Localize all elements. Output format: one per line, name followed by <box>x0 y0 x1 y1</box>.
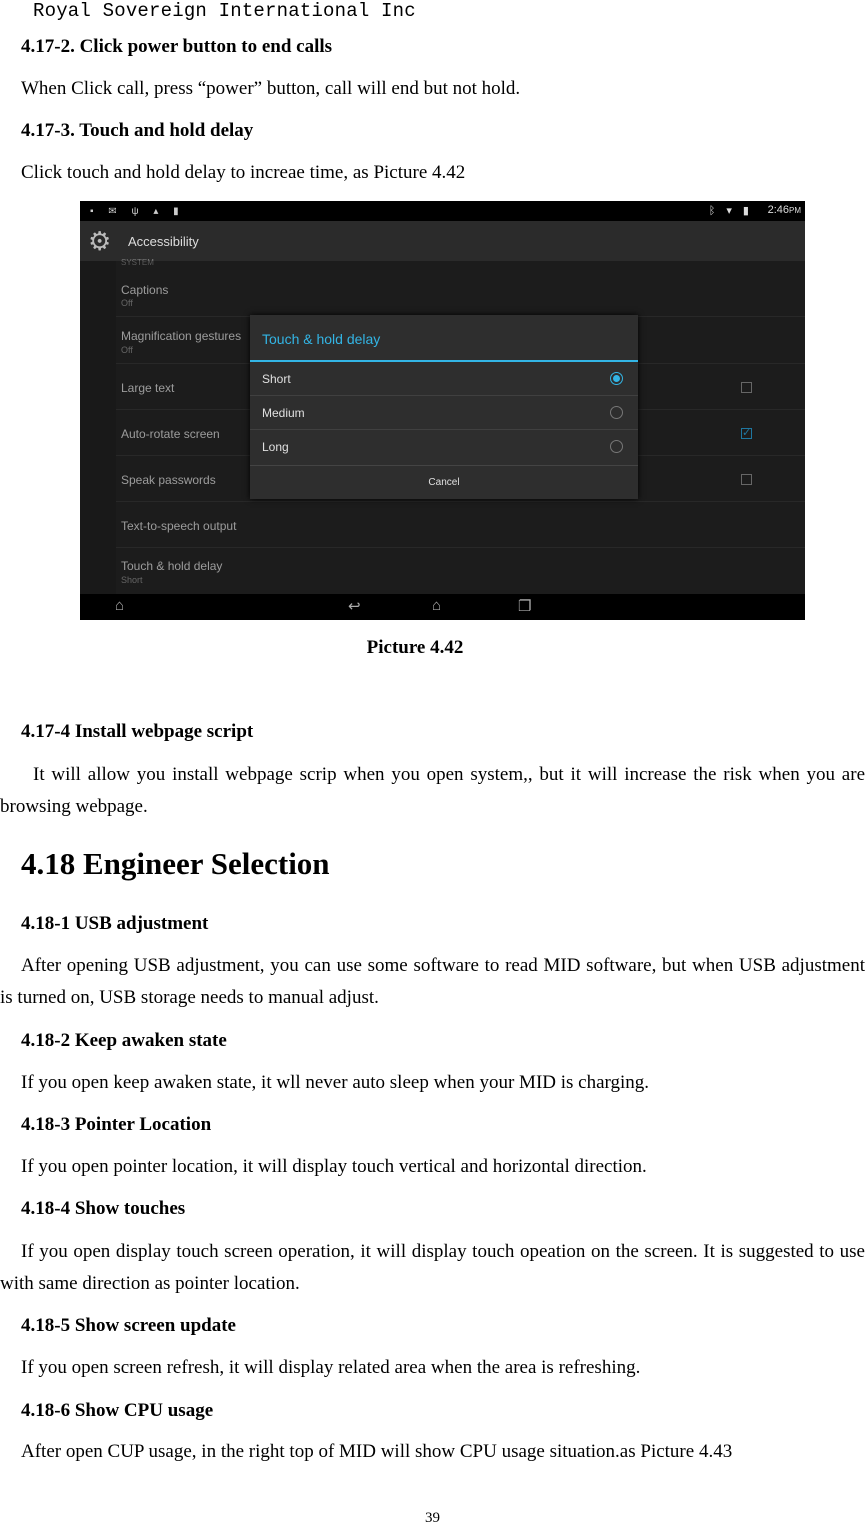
section-body-cpu: After open CUP usage, in the right top of MID will show CPU usage situation.as Picture 4.43 <box>21 1441 733 1462</box>
back-icon[interactable]: ↩ <box>348 598 361 615</box>
navigation-bar <box>80 594 805 620</box>
section-title-cpu: 4.18-6 Show CPU usage <box>21 1400 214 1421</box>
settings-gear-icon[interactable]: ⚙ <box>88 226 112 256</box>
section-title-screen-update: 4.18-5 Show screen update <box>21 1315 236 1336</box>
touch-hold-delay-dialog <box>250 315 638 499</box>
setting-captions[interactable]: Captions <box>121 283 169 297</box>
radio-icon[interactable] <box>610 406 623 419</box>
status-clock: 2:46PM <box>767 204 801 216</box>
setting-magnification-sub: Off <box>121 345 133 355</box>
option-label: Long <box>262 440 289 454</box>
setting-auto-rotate[interactable]: Auto-rotate screen <box>121 427 220 441</box>
option-short[interactable] <box>250 362 638 396</box>
notification-icons: ▪ ✉ ψ ▴ ▮ <box>90 206 185 217</box>
setting-large-text[interactable]: Large text <box>121 381 175 395</box>
home-up-icon[interactable]: ⌂ <box>115 597 125 614</box>
dialog-title: Touch & hold delay <box>262 331 381 347</box>
option-long[interactable] <box>250 430 638 464</box>
setting-magnification[interactable]: Magnification gestures <box>121 329 242 343</box>
radio-icon[interactable] <box>610 440 623 453</box>
section-body-usb: After opening USB adjustment, you can use some software to read MID software, but when USB adjustment is turned on, USB storage needs to manual adjust. <box>0 955 865 1008</box>
setting-touch-hold-delay-sub: Short <box>121 575 143 585</box>
section-title-touches: 4.18-4 Show touches <box>21 1198 186 1219</box>
section-body-touch-hold: Click touch and hold delay to increae time, as Picture 4.42 <box>21 162 466 183</box>
figure-caption: Picture 4.42 <box>366 637 464 658</box>
option-label: Short <box>262 372 291 386</box>
heading-engineer-selection: 4.18 Engineer Selection <box>21 846 330 881</box>
section-title-webpage-script: 4.17-4 Install webpage script <box>21 721 254 742</box>
running-header: Royal Sovereign International Inc <box>33 0 416 22</box>
option-medium[interactable] <box>250 396 638 430</box>
status-bar <box>80 201 805 221</box>
home-icon[interactable]: ⌂ <box>432 597 442 614</box>
section-label: SYSTEM <box>121 258 154 267</box>
cancel-button[interactable]: Cancel <box>250 465 638 500</box>
action-bar <box>80 221 805 261</box>
option-label: Medium <box>262 406 305 420</box>
setting-captions-sub: Off <box>121 298 133 308</box>
setting-speak-passwords[interactable]: Speak passwords <box>121 473 216 487</box>
setting-tts-output[interactable]: Text-to-speech output <box>121 519 237 533</box>
setting-touch-hold-delay[interactable]: Touch & hold delay <box>121 559 223 573</box>
recents-icon[interactable]: ❐ <box>518 598 532 615</box>
status-icons: ᛒ ▾ ▮ <box>708 205 753 217</box>
auto-rotate-checkbox[interactable]: ✓ <box>742 427 752 439</box>
section-body-screen-update: If you open screen refresh, it will display related area when the area is refreshing. <box>21 1357 641 1378</box>
section-body-webpage-script: It will allow you install webpage scrip when you open system,, but it will increase the risk when you are browsing webpage. <box>0 764 865 817</box>
radio-selected-icon[interactable] <box>610 372 623 385</box>
section-body-pointer: If you open pointer location, it will display touch vertical and horizontal direction. <box>21 1156 647 1177</box>
screenshot-accessibility <box>80 201 805 620</box>
section-title-power-end: 4.17-2. Click power button to end calls <box>21 36 333 57</box>
section-title-usb: 4.18-1 USB adjustment <box>21 913 209 934</box>
section-title-awake: 4.18-2 Keep awaken state <box>21 1030 227 1051</box>
section-title-touch-hold: 4.17-3. Touch and hold delay <box>21 120 254 141</box>
section-body-touches: If you open display touch screen operation, it will display touch opeation on the screen. It is suggested to use with same direction as pointer location. <box>0 1241 865 1294</box>
section-body-awake: If you open keep awaken state, it wll never auto sleep when your MID is charging. <box>21 1072 650 1093</box>
page-number: 39 <box>425 1510 440 1526</box>
action-bar-title: Accessibility <box>128 234 199 249</box>
section-body-power-end: When Click call, press “power” button, call will end but not hold. <box>21 78 521 99</box>
section-title-pointer: 4.18-3 Pointer Location <box>21 1114 212 1135</box>
